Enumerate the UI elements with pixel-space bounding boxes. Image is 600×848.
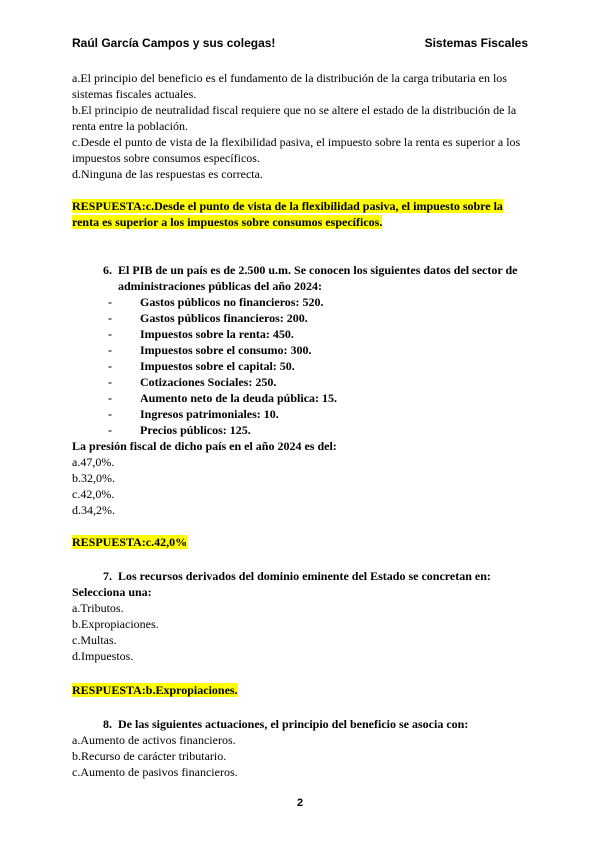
list-item: - Impuestos sobre el consumo: 300.	[108, 343, 312, 357]
q6-question: El PIB de un país es de 2.500 u.m. Se conocen los siguientes datos del sector de administraciones públicas del año 2024:	[118, 263, 518, 293]
q5-option-b: b.El principio de neutralidad fiscal requiere que no se altere el estado de la distribución de la renta entre la población.	[72, 103, 517, 133]
q8-option-c: c.Aumento de pasivos financieros.	[72, 765, 238, 779]
page-number: 2	[296, 797, 304, 809]
q7-option-a: a.Tributos.	[72, 601, 124, 615]
q5-answer-text: RESPUESTA:c.Desde el punto de vista de la flexibilidad pasiva, el impuesto sobre la renta es superior a los impuestos sobre consumos específicos.	[72, 199, 503, 229]
q8-question: De las siguientes actuaciones, el principio del beneficio se asocia con:	[118, 717, 469, 731]
q6-option-c: c.42,0%.	[72, 487, 115, 501]
list-item: - Impuestos sobre el capital: 50.	[108, 359, 295, 373]
q6-prompt: La presión fiscal de dicho país en el año 2024 es del:	[72, 439, 337, 453]
q8-title	[72, 716, 528, 732]
q7-option-b: b.Expropiaciones.	[72, 617, 159, 631]
list-item: - Gastos públicos financieros: 200.	[108, 311, 308, 325]
q6-answer-text: RESPUESTA:c.42,0%	[72, 535, 188, 549]
list-item: - Aumento neto de la deuda pública: 15.	[108, 391, 338, 405]
q6-option-a: a.47,0%.	[72, 455, 115, 469]
q6-title	[72, 262, 528, 294]
q6-number: 6.	[103, 263, 112, 277]
q5-option-d: d.Ninguna de las respuestas es correcta.	[72, 167, 263, 181]
header-author: Raúl García Campos y sus colegas!	[72, 36, 276, 50]
list-item: - Cotizaciones Sociales: 250.	[108, 375, 277, 389]
header-subject: Sistemas Fiscales	[424, 36, 528, 50]
q8-option-b: b.Recurso de carácter tributario.	[72, 749, 227, 763]
page-header	[72, 36, 528, 50]
list-item: - Precios públicos: 125.	[108, 423, 251, 437]
page-content	[72, 70, 528, 780]
list-item: - Ingresos patrimoniales: 10.	[108, 407, 279, 421]
q8-option-a: a.Aumento de activos financieros.	[72, 733, 236, 747]
q6-answer	[72, 534, 528, 550]
q8-number: 8.	[103, 717, 112, 731]
q5-option-c: c.Desde el punto de vista de la flexibilidad pasiva, el impuesto sobre la renta es superior a los impuestos sobre consumos específicos.	[72, 135, 521, 165]
q7-answer-text: RESPUESTA:b.Expropiaciones.	[72, 683, 238, 697]
q7-question: Los recursos derivados del dominio eminente del Estado se concretan en:	[118, 569, 491, 583]
q5-answer	[72, 198, 528, 230]
list-item: - Impuestos sobre la renta: 450.	[108, 327, 294, 341]
q6-option-b: b.32,0%.	[72, 471, 115, 485]
q7-option-c: c.Multas.	[72, 633, 117, 647]
q7-option-d: d.Impuestos.	[72, 649, 134, 663]
q7-number: 7.	[103, 569, 112, 583]
q7-answer	[72, 682, 528, 698]
q7-title	[72, 568, 528, 584]
q5-option-a: a.El principio del beneficio es el fundamento de la distribución de la carga tributaria en los sistemas fiscales actuales.	[72, 71, 507, 101]
q6-data-list	[72, 294, 528, 438]
q7-select-label: Selecciona una:	[72, 585, 152, 599]
list-item: - Gastos públicos no financieros: 520.	[108, 295, 324, 309]
q6-option-d: d.34,2%.	[72, 503, 115, 517]
